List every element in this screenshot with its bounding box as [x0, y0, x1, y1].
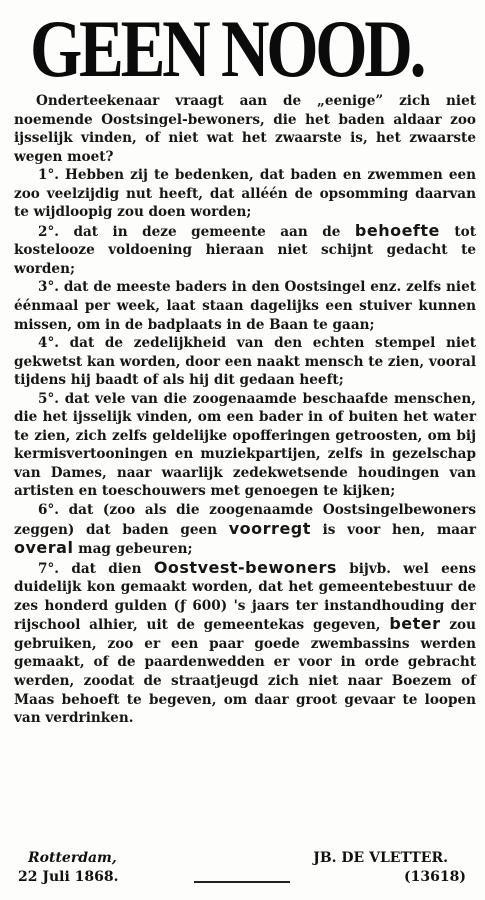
headline: GEEN NOOD.: [30, 3, 424, 94]
signature-date: 22 Juli 1868.: [18, 869, 119, 885]
article-body: [14, 92, 476, 728]
point-6-text-middle: is voor hen, maar: [310, 521, 476, 538]
divider-rule: [194, 881, 290, 883]
point-2-emphasis: behoefte: [354, 220, 440, 240]
point-6-paragraph: [14, 501, 476, 559]
point-6-text-start: 6°. dat (zoo als die zoogenaamde Oostsingelbewoners zeggen) dat baden geen: [14, 502, 476, 538]
point-2-text-end: tot kostelooze voldoening hieraan niet schijnt gedacht te worden;: [14, 223, 477, 277]
point-6-text-end: mag gebeuren;: [73, 541, 193, 558]
point-7-text-start: 7°. dat dien: [38, 560, 154, 577]
signature-line: [28, 850, 468, 870]
point-2-paragraph: [14, 222, 476, 279]
point-3-paragraph: 3°. dat de meeste baders in den Oostsingel enz. zelfs niet éénmaal per week, laat staan dagelijks een stuiver kunnen missen, om in de badplaats in de Baan te gaan;: [14, 279, 476, 333]
point-7-text-middle: bijvb. wel eens duidelijk kon gemaakt worden, dat het gemeentebestuur de zes honderd gulden (ƒ 600) 's jaars ter instandhouding der rijschool alhier, uit de gemeentekas gegeven,: [14, 560, 476, 634]
intro-paragraph: Onderteekenaar vraagt aan de „eenige” zich niet noemende Oostsingel-bewoners, die het baden aldaar zoo ijsselijk vinden, of niet wat het zwaarste is, het zwaarste wegen moet?: [14, 93, 476, 165]
point-7-emphasis-2: beter: [389, 614, 441, 634]
point-6-emphasis-1: voorregt: [228, 518, 311, 538]
point-5-paragraph: 5°. dat vele van die zoogenaamde beschaafde menschen, die het ijsselijk vinden, om een bader in of buiten het water te zien, zich zelfs geldelijke opofferingen getroosten, om bij kermisvertooningen en muziekpartijen, zelfs in gezelschap van Dames, naar waarlijk zedekwetsende houdingen van artisten en toeschouwers met genoegen te kijken;: [14, 390, 476, 500]
point-7-emphasis-1: Oostvest-bewoners: [153, 557, 337, 577]
point-4-paragraph: 4°. dat de zedelijkheid van den echten stempel niet gekwetst kan worden, door een naakt mensch te zien, vooral tijdens hij baadt of als hij dit gedaan heeft;: [14, 335, 476, 389]
point-2-text-start: 2°. dat in deze gemeente aan de: [38, 223, 355, 240]
point-1-paragraph: 1°. Hebben zij te bedenken, dat baden en zwemmen een zoo veelzijdig nut heeft, dat alléén de opsomming daarvan te wijdloopig zou doen worden;: [14, 167, 476, 221]
reference-number: (13618): [404, 869, 466, 885]
point-7-text-end: zou gebruiken, zoo er een paar goede zwembassins werden gemaakt, of de paardenwedden er voor in orde gebracht werden, zoodat de straatjeugd zich niet naar Boezem of Maas behoeft te begeven, om daar groot gevaar te loopen van verdrinken.: [14, 617, 477, 727]
date-line: [18, 869, 470, 891]
signature-city: Rotterdam,: [28, 850, 117, 866]
point-7-paragraph: [14, 559, 476, 728]
signature-author: JB. DE VLETTER.: [313, 850, 448, 866]
point-6-emphasis-2: overal: [14, 538, 74, 558]
